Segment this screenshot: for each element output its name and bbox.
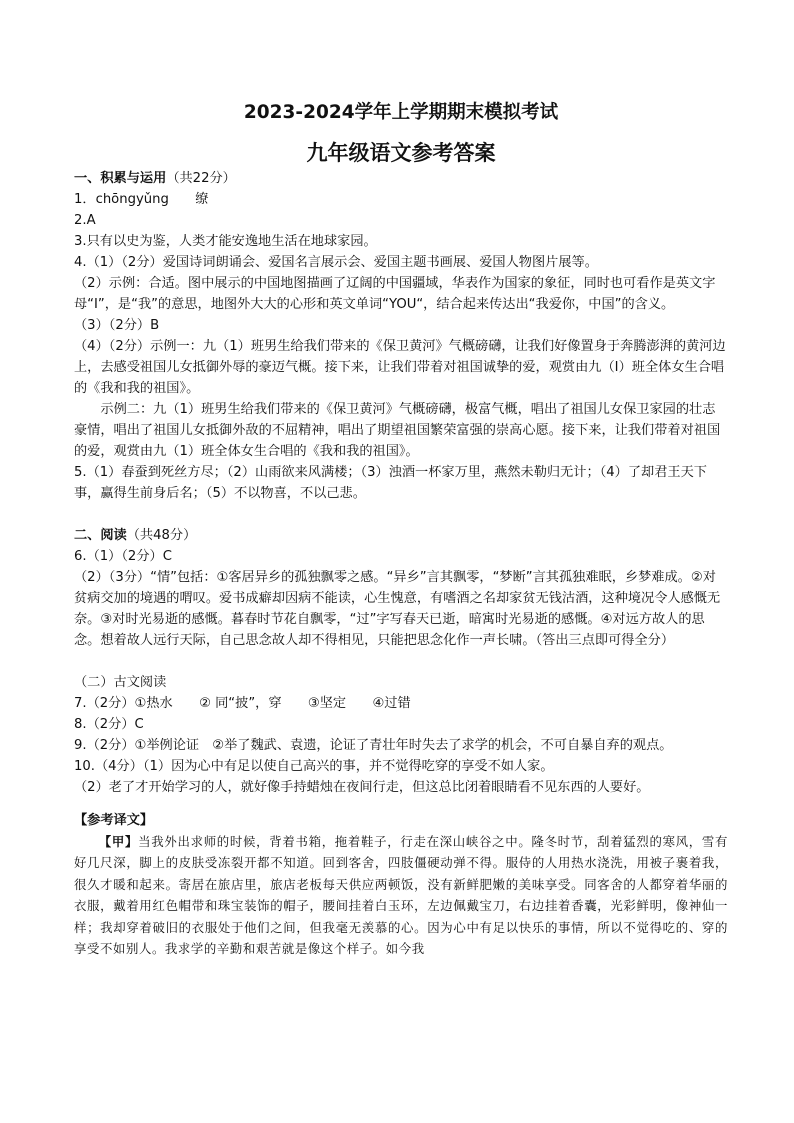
subsection-heading: （二）古文阅读: [74, 675, 167, 690]
answer-line: （3）（2分）B: [74, 318, 160, 333]
answer-line: 9.（2分）①举例论证 ②举了魏武、袁遗，论证了青壮年时失去了求学的机会，不可自暴自弃的观点。: [74, 738, 673, 753]
answer-line: 6.（1）（2分）C: [74, 549, 172, 564]
answer-line: （2）示例：合适。图中展示的中国地图描画了辽阔的中国疆域，华表作为国家的象征，同时也可看作是英文字母“I”，是“我”的意思，地图外大大的心形和英文单词“YOU“，结合起来传达出“我爱你，中国”的含义。: [74, 276, 716, 312]
translation-mark: 【甲】: [98, 834, 139, 849]
section2-heading: 二、阅读: [74, 528, 127, 543]
answer-line: 3.只有以史为鉴，人类才能安逸地生活在地球家园。: [74, 234, 377, 249]
section2-heading-line: [74, 525, 728, 546]
answer-line: 5.（1）春蚕到死丝方尽；（2）山雨欲来风满楼；（3）浊酒一杯家万里，燕然未勒归无计；（4）了却君王天下事，赢得生前身后名；（5）不以物喜，不以己悲。: [74, 465, 707, 501]
section1-score: （共22分）: [166, 171, 236, 186]
section1-heading-line: [74, 168, 728, 189]
document-subtitle: 九年级语文参考答案: [306, 141, 496, 165]
answer-example-2: 示例二：九（1）班男生给我们带来的《保卫黄河》气概磅礴，极富气概，唱出了祖国儿女保卫家园的壮志豪情，唱出了祖国儿女抵御外敌的不屈精神，唱出了期望祖国繁荣富强的崇高心愿。接下来，让我们带着对祖国的爱，观赏由九（1）班全体女生合唱的《我和我的祖国》。: [74, 402, 721, 459]
answer-line: （4）（2分）示例一：九（1）班男生给我们带来的《保卫黄河》气概磅礴，让我们好像置身于奔腾澎湃的黄河边上，去感受祖国儿女抵御外辱的豪迈气概。接下来，让我们带着对祖国诚挚的爱，观赏由九（I）班全体女生合唱的《我和我的祖国》。: [74, 339, 726, 396]
answer-line: 8.（2分）C: [74, 717, 144, 732]
translation-heading: 【参考译文】: [74, 813, 154, 828]
spacer: [74, 651, 728, 672]
document-title: 2023-2024学年上学期期末模拟考试: [243, 102, 559, 123]
answer-line: （2）老了才开始学习的人，就好像手持蜡烛在夜间行走，但这总比闭着眼睛看不见东西的人要好。: [74, 780, 650, 795]
spacer: [74, 504, 728, 525]
answer-line: 10.（4分）（1）因为心中有足以使自己高兴的事，并不觉得吃穿的享受不如人家。: [74, 759, 554, 774]
section1-heading: 一、积累与运用: [74, 171, 167, 186]
answer-line: 7.（2分）①热水 ② 同“披”，穿 ③坚定 ④过错: [74, 696, 411, 711]
translation-text: [74, 831, 728, 959]
section2-score: （共48分）: [126, 528, 197, 543]
translation-body: 当我外出求师的时候，背着书箱，拖着鞋子，行走在深山峡谷之中。隆冬时节，刮着猛烈的寒风，雪有好几尺深，脚上的皮肤受冻裂开都不知道。回到客舍，四肢僵硬动弹不得。服侍的人用热水浇洗，用被子裹着我，很久才暖和起来。寄居在旅店里，旅店老板每天供应两顿饭，没有新鲜肥嫩的美味享受。同客舍的人都穿着华丽的衣服，戴着用红色帽带和珠宝装饰的帽子，腰间挂着白玉环，左边佩戴宝刀，右边挂着香囊，光彩鲜明，像神仙一样；我却穿着破旧的衣服处于他们之间，但我毫无羡慕的心。因为心中有足以快乐的事情，所以不觉得吃的、穿的享受不如别人。我求学的辛勤和艰苦就是像这个样子。如今我: [74, 834, 728, 957]
answer-line: 2.A: [74, 213, 96, 228]
answer-line: （2）（3分）“情”包括：①客居异乡的孤独飘零之感。“异乡”言其飘零，“梦断”言其孤独难眠，乡梦难成。②对贫病交加的境遇的喟叹。爱书成癖却因病不能读，心生愧意，有嗜酒之名却家贫无钱沽酒，这种境况令人感慨无奈。③对时光易逝的感慨。暮春时节花自飘零，“过”字写春天已逝，暗寓时光易逝的感慨。④对远方故人的思念。想着故人远行天际，自己思念故人却不得相见，只能把思念化作一声长啸。（答出三点即可得全分）: [74, 570, 721, 648]
answer-line: 1．chōngyǔng 缭: [74, 192, 209, 207]
answer-line: 4.（1）（2分）爱国诗词朗诵会、爱国名言展示会、爱国主题书画展、爱国人物图片展等。: [74, 255, 598, 270]
